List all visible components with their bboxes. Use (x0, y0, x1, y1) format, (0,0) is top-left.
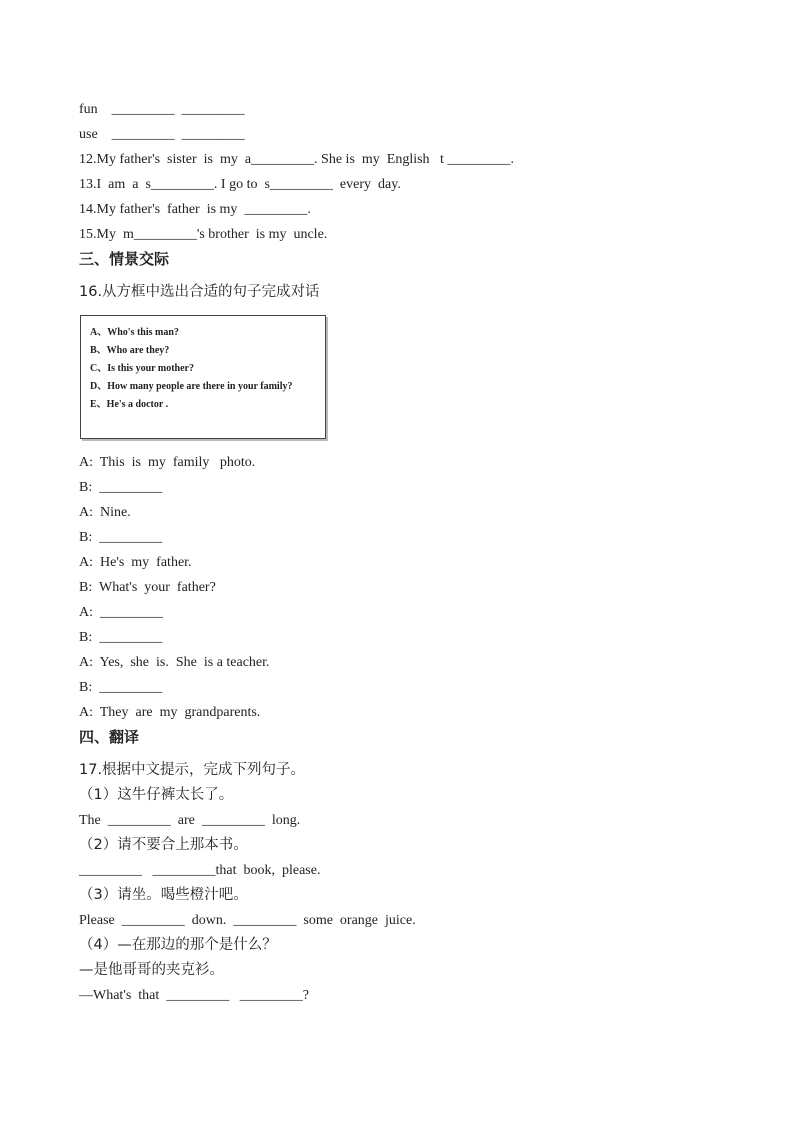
dialogue-line: A: He's my father. (79, 555, 192, 570)
section-4-title: 四、翻译 (79, 728, 140, 746)
dialogue-line: A: They are my grandparents. (79, 705, 261, 720)
translation-3-english: Please _________ down. _________ some orange juice. (79, 913, 416, 928)
question-14: 14.My father's father is my _________. (79, 202, 311, 217)
translation-3-chinese: （3）请坐。喝些橙汁吧。 (79, 887, 248, 903)
section-3-title: 三、情景交际 (79, 250, 170, 268)
option-c: C、Is this your mother? (90, 363, 194, 374)
vocab-line-fun: fun _________ _________ (79, 102, 245, 117)
translation-1-english: The _________ are _________ long. (79, 813, 301, 828)
translation-1-chinese: （1）这牛仔裤太长了。 (79, 787, 234, 803)
option-d: D、How many people are there in your family? (90, 381, 293, 392)
question-13: 13.I am a s_________. I go to s_________ every day. (79, 177, 401, 192)
dialogue-line: B: What's your father? (79, 580, 216, 595)
dialogue-line: A: Nine. (79, 505, 131, 520)
question-16-prompt: 16.从方框中选出合适的句子完成对话 (79, 284, 320, 300)
question-15: 15.My m_________'s brother is my uncle. (79, 227, 328, 242)
translation-2-chinese: （2）请不要合上那本书。 (79, 837, 248, 853)
dialogue-line: A: _________ (79, 605, 163, 620)
dialogue-line: B: _________ (79, 630, 163, 645)
translation-2-english: _________ _________that book, please. (79, 863, 321, 878)
option-e: E、He's a doctor . (90, 399, 169, 410)
option-a: A、Who's this man? (90, 327, 179, 338)
dialogue-line: A: Yes, she is. She is a teacher. (79, 655, 270, 670)
option-b: B、Who are they? (90, 345, 170, 356)
question-12: 12.My father's sister is my a_________. She is my English t _________. (79, 152, 514, 167)
options-box (80, 315, 326, 439)
dialogue-line: B: _________ (79, 480, 163, 495)
dialogue-line: A: This is my family photo. (79, 455, 256, 470)
dialogue-line: B: _________ (79, 530, 163, 545)
translation-4-english: —What's that _________ _________? (79, 988, 309, 1003)
question-17-prompt: 17.根据中文提示，完成下列句子。 (79, 762, 306, 778)
dialogue-line: B: _________ (79, 680, 163, 695)
translation-4-chinese: （4）—在那边的那个是什么？ (79, 937, 277, 953)
translation-4-chinese-answer: —是他哥哥的夹克衫。 (79, 962, 224, 978)
vocab-line-use: use _________ _________ (79, 127, 245, 142)
